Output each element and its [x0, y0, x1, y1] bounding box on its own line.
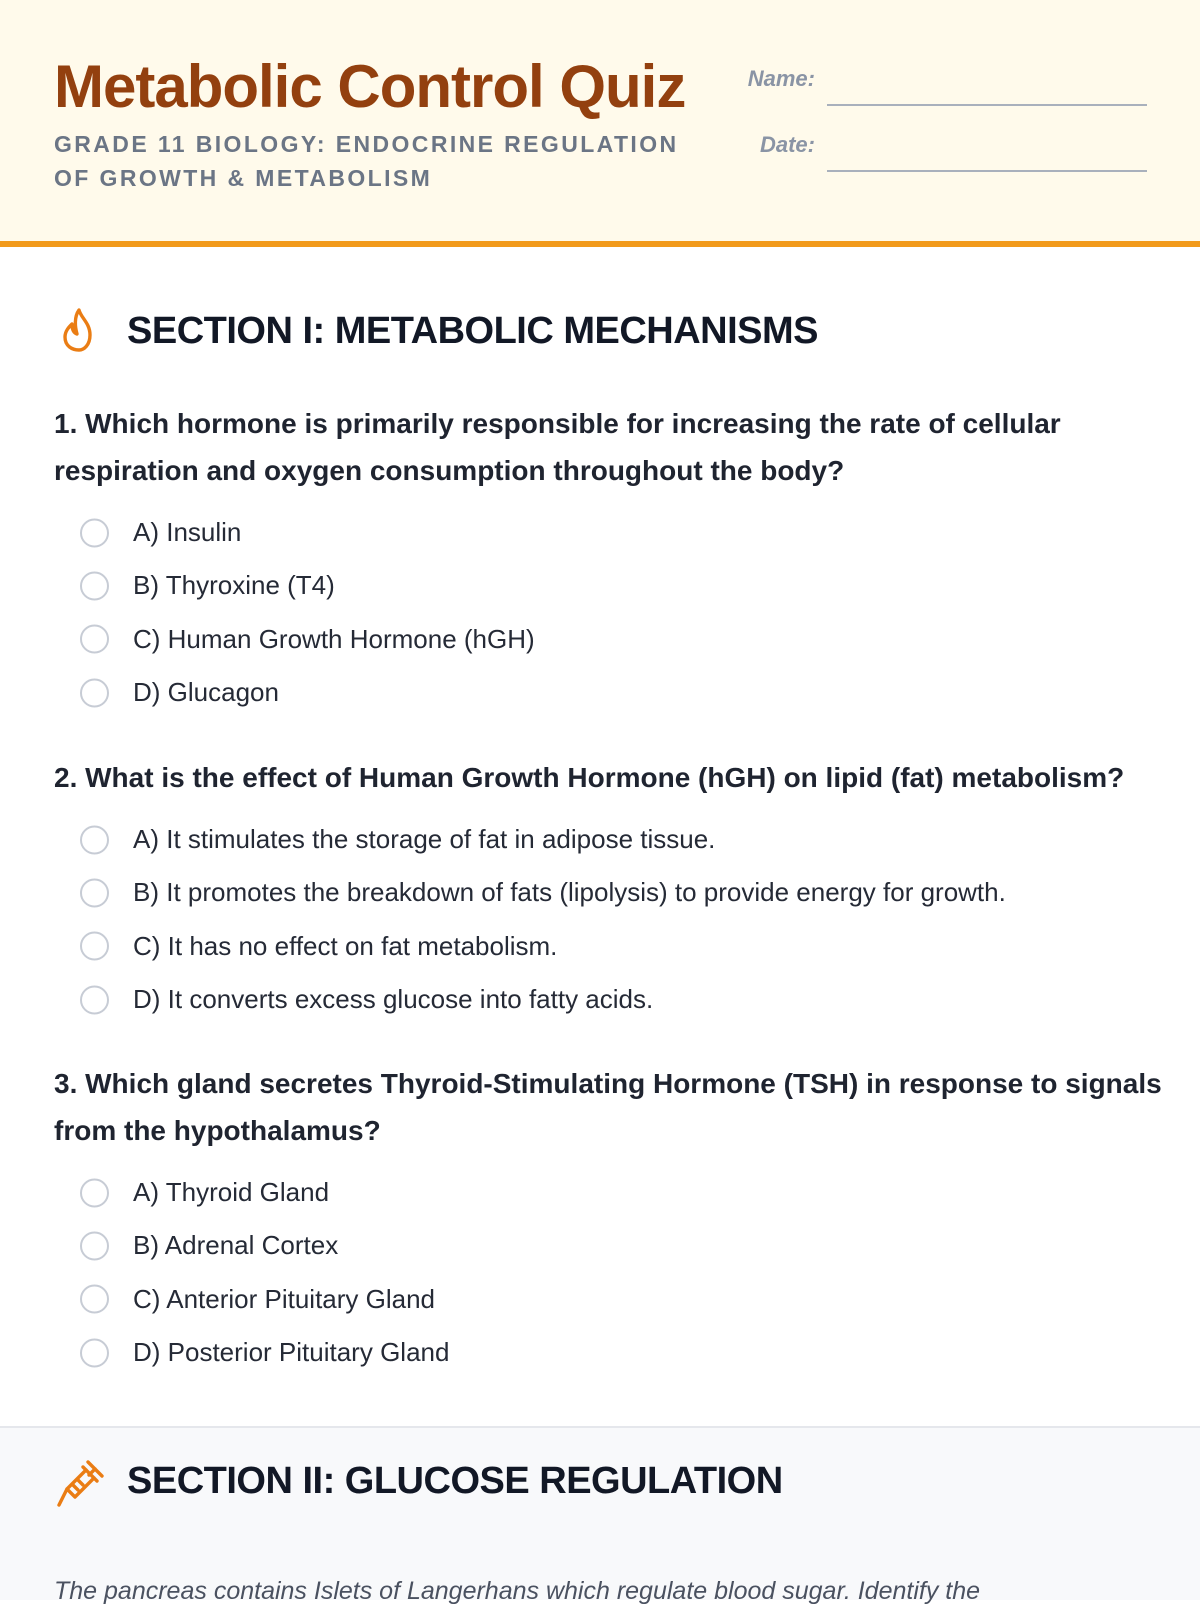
question-2-text: 2. What is the effect of Human Growth Hormone (hGH) on lipid (fat) metabolism?: [54, 762, 1125, 793]
section-1-title: SECTION I: METABOLIC MECHANISMS: [127, 310, 819, 352]
section-2-heading: [54, 1456, 1154, 1516]
option-label: B) Thyroxine (T4): [133, 570, 335, 601]
name-field[interactable]: [730, 60, 1150, 110]
question-3-option-b[interactable]: [54, 1219, 1164, 1272]
date-label: Date:: [759, 132, 815, 157]
option-label: D) It converts excess glucose into fatty acids.: [133, 984, 654, 1015]
name-input-line[interactable]: [827, 104, 1147, 106]
flame-icon: [54, 306, 108, 360]
question-2: [54, 754, 1164, 1026]
radio-button[interactable]: [80, 932, 109, 961]
option-label: B) It promotes the breakdown of fats (lipolysis) to provide energy for growth.: [133, 877, 1006, 908]
option-label: B) Adrenal Cortex: [133, 1230, 339, 1261]
page-subtitle: GRADE 11 BIOLOGY: ENDOCRINE REGULATION OF GROWTH & METABOLISM: [54, 131, 679, 191]
question-3-option-c[interactable]: [54, 1273, 1164, 1326]
radio-button[interactable]: [80, 625, 109, 654]
section-2-intro: The pancreas contains Islets of Langerhans which regulate blood sugar. Identify the: [54, 1577, 981, 1605]
radio-button[interactable]: [80, 985, 109, 1014]
question-1-option-c[interactable]: [54, 613, 1164, 666]
question-3-option-d[interactable]: [54, 1326, 1164, 1379]
question-1-options: [54, 506, 1164, 719]
radio-button[interactable]: [80, 518, 109, 547]
question-3-options: [54, 1166, 1164, 1379]
question-2-options: [54, 813, 1164, 1026]
page-title: Metabolic Control Quiz: [54, 53, 686, 120]
option-label: C) It has no effect on fat metabolism.: [133, 930, 558, 961]
option-label: A) Insulin: [133, 517, 242, 548]
radio-button[interactable]: [80, 1178, 109, 1207]
section-1-heading: [54, 306, 1154, 366]
radio-button[interactable]: [80, 825, 109, 854]
option-label: D) Posterior Pituitary Gland: [133, 1337, 450, 1368]
question-1-option-a[interactable]: [54, 506, 1164, 559]
option-label: C) Anterior Pituitary Gland: [133, 1283, 436, 1314]
question-1-option-b[interactable]: [54, 559, 1164, 612]
radio-button[interactable]: [80, 1231, 109, 1260]
option-label: D) Glucagon: [133, 677, 279, 708]
date-input-line[interactable]: [827, 170, 1147, 172]
question-1-text: 1. Which hormone is primarily responsible for increasing the rate of cellular respiration and oxygen consumption throughout the body?: [54, 408, 1061, 486]
question-3-text: 3. Which gland secretes Thyroid-Stimulating Hormone (TSH) in response to signals from the hypothalamus?: [54, 1068, 1162, 1146]
question-2-option-a[interactable]: [54, 813, 1164, 866]
option-label: A) Thyroid Gland: [133, 1177, 330, 1208]
radio-button[interactable]: [80, 1338, 109, 1367]
question-1: [54, 400, 1164, 719]
question-2-option-b[interactable]: [54, 866, 1164, 919]
question-2-option-c[interactable]: [54, 920, 1164, 973]
option-label: A) It stimulates the storage of fat in adipose tissue.: [133, 824, 716, 855]
question-3-option-a[interactable]: [54, 1166, 1164, 1219]
question-2-option-d[interactable]: [54, 973, 1164, 1026]
question-1-option-d[interactable]: [54, 666, 1164, 719]
radio-button[interactable]: [80, 678, 109, 707]
radio-button[interactable]: [80, 1285, 109, 1314]
radio-button[interactable]: [80, 571, 109, 600]
radio-button[interactable]: [80, 878, 109, 907]
option-label: C) Human Growth Hormone (hGH): [133, 623, 535, 654]
name-label: Name:: [747, 66, 815, 91]
syringe-icon: [54, 1456, 108, 1510]
section-2-title: SECTION II: GLUCOSE REGULATION: [127, 1460, 783, 1502]
date-field[interactable]: [730, 126, 1150, 176]
quiz-header: [0, 0, 1200, 247]
question-3: [54, 1060, 1164, 1379]
